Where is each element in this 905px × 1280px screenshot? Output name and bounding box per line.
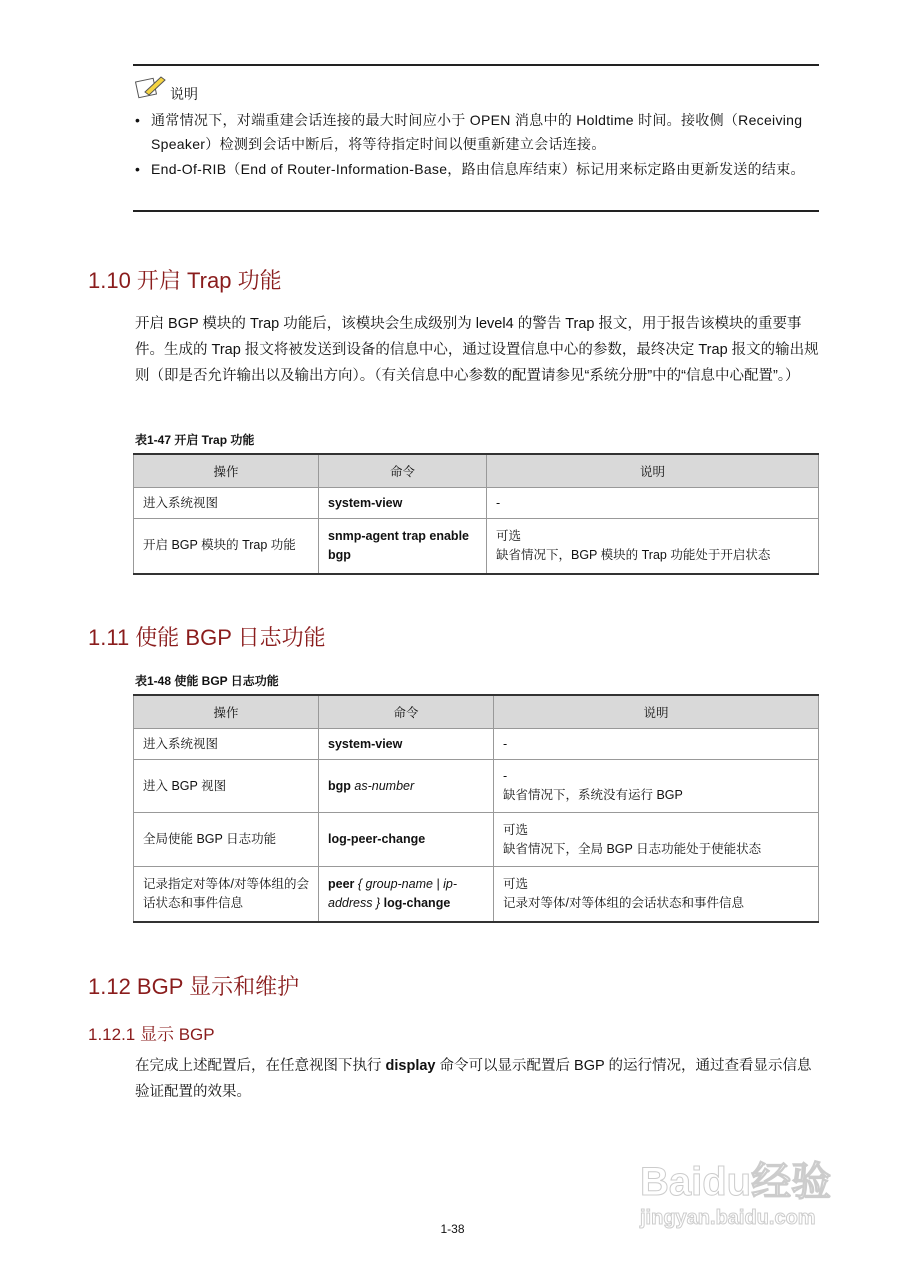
- cmd-keyword: peer: [328, 876, 355, 891]
- table-row: [134, 519, 819, 574]
- desc-line: 可选: [503, 822, 529, 837]
- desc-line: 记录对等体/对等体组的会话状态和事件信息: [503, 895, 744, 910]
- para-text: 命令可以显示配置后 BGP 的运行情况，通过查看显示信息验证配置的效果。: [135, 1058, 812, 1100]
- cmd-arg: as-number: [354, 778, 415, 793]
- page-number: 1-38: [440, 1222, 465, 1236]
- section-paragraph: 开启 BGP 模块的 Trap 功能后，该模块会生成级别为 level4 的警告 Trap 报文，用于报告该模块的重要事件。生成的 Trap 报文将被发送到设备的信息中心，通过设置信息中心的参数，最终决定 Trap 报文的输出规则（即是否允许输出以及输出方向）。（有关信息中心参数的配置请参见“系统分册”中的“信息中心配置”。）: [135, 316, 819, 384]
- note-title: 说明: [170, 86, 198, 102]
- op-cell: 记录指定对等体/对等体组的会话状态和事件信息: [134, 867, 319, 922]
- section-paragraph: [135, 1053, 819, 1105]
- baidu-watermark: [640, 1150, 831, 1230]
- note-bullet-text: 通常情况下，对端重建会话连接的最大时间应小于 OPEN 消息中的 Holdtime 时间。接收侧（Receiving Speaker）检测到会话中断后，将等待指定时间以便重新建立会话连接。: [151, 112, 803, 152]
- op-cell: 进入系统视图: [134, 729, 319, 760]
- cmd-cell: [319, 760, 494, 813]
- header-cell: 操作: [134, 454, 319, 488]
- cmd-cell: [319, 867, 494, 922]
- op-cell: 进入 BGP 视图: [134, 760, 319, 813]
- table-header-row: [134, 695, 819, 729]
- trap-table: [133, 453, 819, 575]
- desc-cell: [494, 760, 819, 813]
- table-caption: 表1-48 使能 BGP 日志功能: [135, 674, 279, 688]
- cmd-arg: ip-address: [328, 876, 458, 910]
- op-cell: 进入系统视图: [134, 488, 319, 519]
- table-row: [134, 867, 819, 922]
- watermark-brand: Baidu经验: [640, 1160, 832, 1204]
- table-header-row: [134, 454, 819, 488]
- desc-line: 缺省情况下，全局 BGP 日志功能处于使能状态: [503, 841, 762, 856]
- note-top-rule: [133, 64, 819, 66]
- table-row: [134, 813, 819, 867]
- note-bullet: • 通常情况下，对端重建会话连接的最大时间应小于 OPEN 消息中的 Holdtime 时间。接收侧（Receiving Speaker）检测到会话中断后，将等待指定时间以便重新建立会话连接。: [135, 108, 819, 156]
- desc-cell: -: [487, 488, 819, 519]
- desc-line: 可选: [503, 876, 529, 891]
- section-heading: 1.11 使能 BGP 日志功能: [88, 625, 326, 650]
- desc-line: -: [503, 769, 508, 783]
- table-row: [134, 488, 819, 519]
- cmd-brace: {: [357, 876, 366, 891]
- log-table: [133, 694, 819, 923]
- para-command: display: [385, 1058, 436, 1074]
- cmd-cell: snmp-agent trap enable bgp: [319, 519, 487, 574]
- subsection-heading: 1.12.1 显示 BGP: [88, 1025, 215, 1044]
- note-pencil-icon: [135, 74, 167, 100]
- cmd-cell: system-view: [319, 488, 487, 519]
- section-heading: 1.10 开启 Trap 功能: [88, 268, 282, 293]
- cmd-keyword: log-change: [383, 895, 451, 910]
- header-cell: 操作: [134, 695, 319, 729]
- cmd-pipe: |: [432, 876, 444, 891]
- desc-line: 可选: [496, 528, 522, 543]
- cmd-brace: }: [372, 895, 384, 910]
- table-caption: 表1-47 开启 Trap 功能: [135, 433, 255, 447]
- header-cell: 说明: [494, 695, 819, 729]
- section-heading: 1.12 BGP 显示和维护: [88, 974, 300, 999]
- note-bullet-text: End-Of-RIB（End of Router-Information-Base，路由信息库结束）标记用来标定路由更新发送的结束。: [151, 161, 805, 177]
- header-cell: 命令: [319, 454, 487, 488]
- cmd-keyword: bgp: [328, 778, 351, 793]
- header-cell: 命令: [319, 695, 494, 729]
- watermark-url: jingyan.baidu.com: [640, 1207, 816, 1229]
- desc-cell: [494, 813, 819, 867]
- desc-cell: -: [494, 729, 819, 760]
- op-cell: 全局使能 BGP 日志功能: [134, 813, 319, 867]
- op-cell: 开启 BGP 模块的 Trap 功能: [134, 519, 319, 574]
- cmd-cell: system-view: [319, 729, 494, 760]
- desc-line: 缺省情况下，BGP 模块的 Trap 功能处于开启状态: [496, 547, 771, 562]
- note-bullet: • End-Of-RIB（End of Router-Information-Base，路由信息库结束）标记用来标定路由更新发送的结束。: [135, 157, 819, 181]
- cmd-arg: group-name: [365, 876, 433, 891]
- desc-line: 缺省情况下，系统没有运行 BGP: [503, 788, 683, 802]
- desc-cell: [494, 867, 819, 922]
- note-bottom-rule: [133, 210, 819, 212]
- header-cell: 说明: [487, 454, 819, 488]
- cmd-cell: log-peer-change: [319, 813, 494, 867]
- para-text: 在完成上述配置后，在任意视图下执行: [135, 1058, 386, 1074]
- desc-cell: [487, 519, 819, 574]
- table-row: [134, 729, 819, 760]
- table-row: [134, 760, 819, 813]
